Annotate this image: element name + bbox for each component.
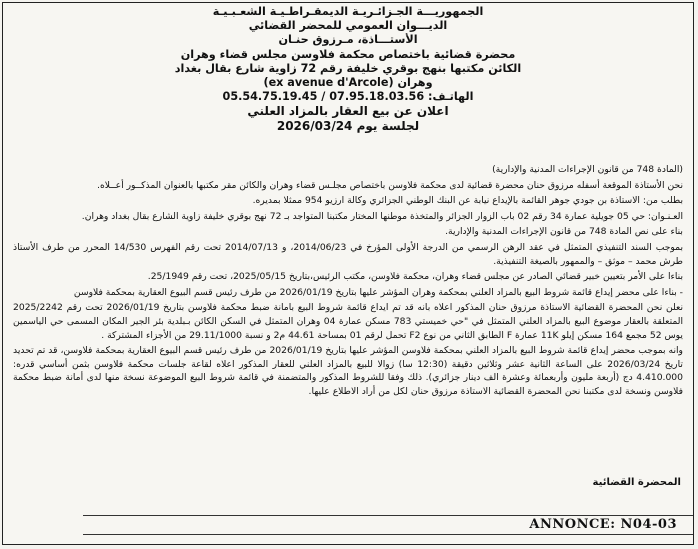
session-date: لجلسة يوم 2026/03/24 (276, 118, 420, 133)
legal-notice-page (2, 2, 694, 545)
bureau-heading: الديـــوان العمومي للمحضر القضائي (248, 19, 448, 33)
notice-header (3, 5, 693, 133)
office-address-latin: (ex avenue d'Arcole) وهران (263, 76, 433, 90)
officer-name: الأستـــاذة، مـرزوق حنـان (278, 33, 418, 47)
legal-basis-paragraph: بناء على نص المادة 748 من قانون الإجراءات المدنية والإدارية. (445, 226, 683, 238)
auction-details-paragraph: وانه بموجب محضر إيداع قائمة شروط البيع بالمزاد العلني بمحكمة فلاوسن المؤشر عليها بتاريخ 2026/01/19 من طرف رئيس قسم البيوع العقارية بمحكمة فلاوسن، قد تم تحديد تاريخ 2026/03/24 على الساعة الثانية عشر وثلاثين دقيقة (12:30 سا) زوالا للبيع بالمزاد العلني للعقار المذكور اعلاه لقاعة جلسات محكمة فلاوسن بثمن أساسي قدره: 4.410.000 دج (أربعة مليون وأربعمائة وعشرة الف دينار جزائري). ذلك وفقا للشروط المذكور والمتضمنة في قائمة شروط البيع الموضوعة نسخة منها لدى أمانة ضبط محكمة فلاوسن ونسخة لدى مكتبنا نحن المحضرة القضائية الاستاذة مرزوق حنان لكل من أراد الاطلاع عليها. (13, 345, 683, 397)
address-paragraph: العـنـوان: حي 05 جويلية عمارة 34 رقم 02 باب الزوار الجزائر والمتخذة موطنها المختار مكتبنا المتواجد بـ 72 نهج بوقري خليفة زاوية الشارع بقال بغداد وهران. (81, 210, 683, 222)
requester-paragraph: بطلب من: الاستاذة بن جودي جوهر القائمة بالإيداع نيابة عن البنك الوطني الجزائري وكالة ارزيو 954 ممثلا بمديره. (252, 195, 683, 207)
executive-title-paragraph: بموجب السند التنفيذي المتمثل في عقد الرهن الرسمي من الدرجة الأولى المؤرخ في 2014/06/23، و 2014/07/13 تحت رقم الفهرس 14/530 المحرر من طرف الأستاذ طرش محمد – موثق – والممهور بالصيغة التنفيذية. (13, 241, 684, 267)
deposit-report-paragraph: - بناءا على محضر إيداع قائمة شروط البيع بالمزاد العلني بمحكمة وهران المؤشر عليها بتاريخ 2026/01/19 من طرف رئيس قسم البيوع العقارية بمحكمة فلاوسن (73, 286, 683, 298)
notice-title: اعلان عن بيع العقار بالمزاد العلني (247, 104, 449, 119)
republic-heading: الجمهوريـــة الجـزائـريـة الديمقـراطـيـة الشعـبـيـة (212, 5, 484, 18)
officer-statement: نحن الأستاذة الموقعة أسفله مرزوق حنان محضرة قضائية لدى محكمة فلاوسن باختصاص مجلـس قضاء وهران والكائن مقر مكتبها بالعنوان المذكــور أعــلاه. (97, 179, 683, 191)
office-jurisdiction: محضرة قضائية باختصاص محكمة فلاوسن مجلس قضاء وهران (180, 47, 516, 61)
annonce-bar (83, 515, 693, 535)
expert-order-paragraph: بناءا على الأمر بتعيين خبير قضائي الصادر عن مجلس قضاء وهران، محكمة فلاوسن، مكتب الرئيس،بتاريخ 2025/05/15، تحت رقم 25/1949. (147, 271, 683, 283)
phone-numbers: الهاتـف: 07.95.18.03.56 / 05.54.75.19.45 (222, 90, 474, 104)
legal-article-reference: (المادة 748 من قانون الإجراءات المدنية والإدارية) (492, 164, 683, 175)
office-address: الكائن مكتبها بنهج بوقري خليفة رقم 72 زاوية شارع بقال بغداد (174, 61, 522, 75)
signature-label: المحضرة القضائية (592, 477, 681, 488)
announcement-paragraph: نعلن نحن المحضرة القضائية الاستاذة مرزوق حنان المذكور اعلاه بانه قد تم ايداع قائمة شروط البيع بامانة ضبط محكمة فلاوسن بتاريخ 2026/01/19 تحت رقم 2025/2242 المتعلقة بالعقار موضوع البيع بالمزاد العلني المتمثل في "حي خميستي 783 مسكن عمارة 04 وهران المتمثل في السكن الكائن بـبلدية بئر الجير المكان المسمى حي الياسمين يوس 52 مجمع 164 مسكن إيلو 11K عمارة F الطابق الثاني من نوع F2 تحمل لرقم 01 بمساحة 44.61 م2 و نسبة 29.11/1000 من الأجزاء المشتركة . (13, 302, 684, 341)
annonce-number: ANNONCE: N04-03 (529, 517, 677, 532)
notice-body (13, 163, 683, 401)
